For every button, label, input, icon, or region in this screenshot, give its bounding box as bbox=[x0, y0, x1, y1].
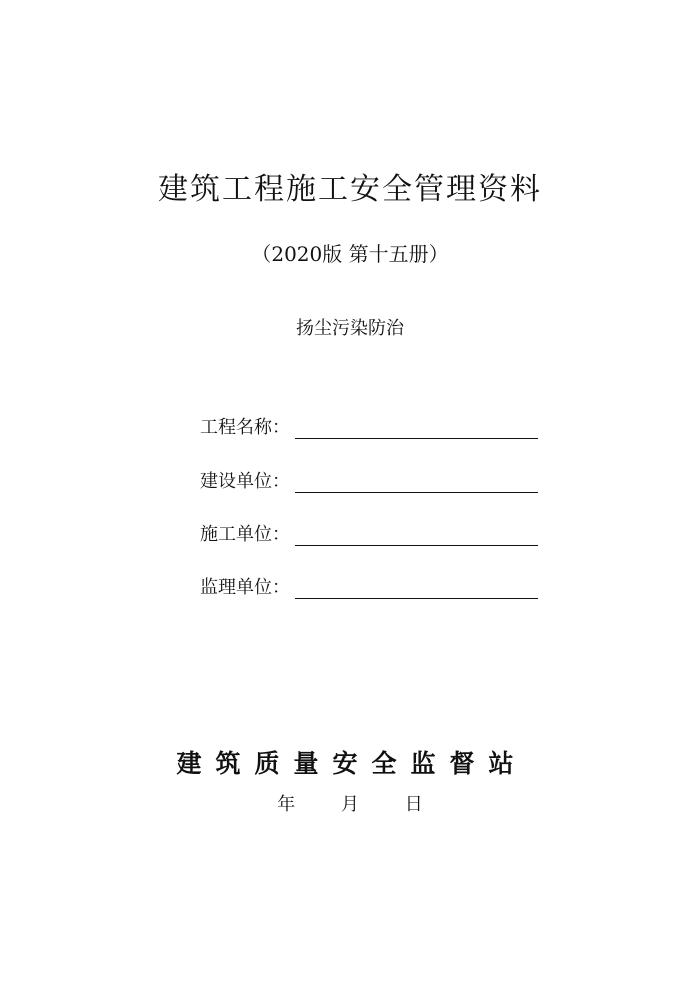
supervisor-unit-label: 监理单位： bbox=[200, 577, 290, 598]
project-name-label: 工程名称： bbox=[200, 417, 290, 438]
organization-name: 建筑质量安全监督站 bbox=[176, 749, 528, 778]
client-unit-field[interactable] bbox=[295, 468, 538, 493]
project-name-row bbox=[200, 413, 538, 443]
month-label: 月 bbox=[341, 794, 359, 815]
client-unit-row bbox=[200, 467, 538, 497]
document-title: 建筑工程施工安全管理资料 bbox=[158, 172, 542, 207]
contractor-unit-label: 施工单位： bbox=[200, 524, 290, 545]
supervisor-unit-field[interactable] bbox=[295, 574, 538, 599]
supervisor-unit-row bbox=[200, 573, 538, 603]
project-name-field[interactable] bbox=[295, 414, 538, 439]
contractor-unit-field[interactable] bbox=[295, 521, 538, 546]
date-line bbox=[0, 790, 700, 816]
edition-subtitle: （2020版 第十五册） bbox=[251, 242, 449, 266]
client-unit-label: 建设单位： bbox=[200, 471, 290, 492]
day-label: 日 bbox=[404, 794, 423, 815]
year-label: 年 bbox=[277, 794, 296, 815]
contractor-unit-row bbox=[200, 520, 538, 550]
volume-title: 扬尘污染防治 bbox=[296, 318, 404, 339]
